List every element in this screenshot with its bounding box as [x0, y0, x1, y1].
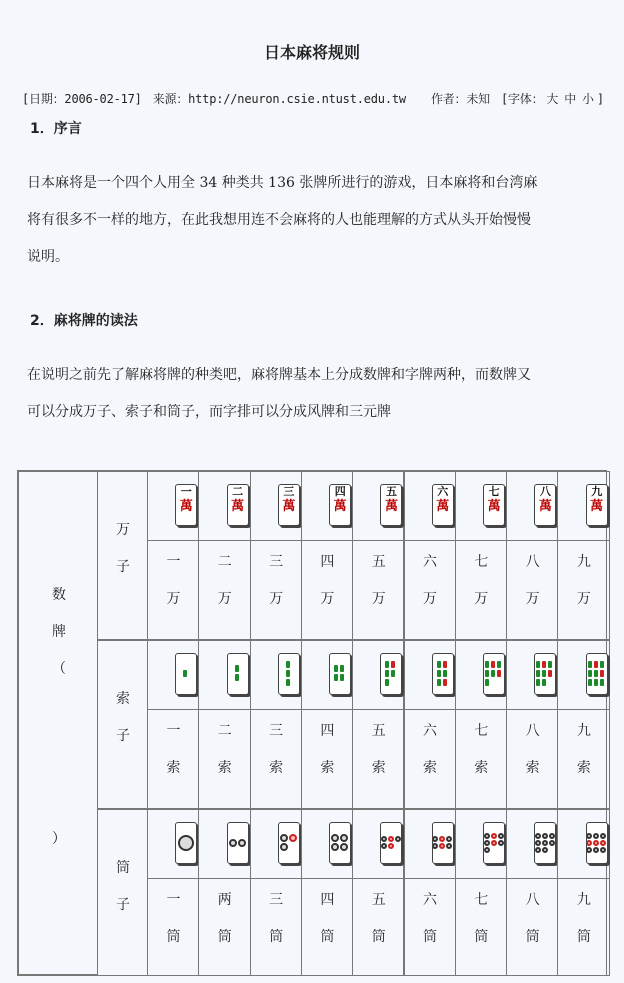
tile-table — [17, 470, 607, 976]
reading-cell — [557, 878, 609, 976]
section1-line: 日本麻将是一个四个人用全 34 种类共 136 张牌所进行的游戏，日本麻将和台湾麻 — [27, 175, 538, 191]
reading-cell — [352, 540, 404, 640]
pin-tile — [380, 822, 402, 864]
tile-reading: 七 万 — [474, 554, 489, 607]
sou-tile — [483, 653, 505, 695]
category-close-paren: ） — [52, 831, 66, 847]
meta-source: 来源：http://neuron.csie.ntust.edu.tw — [152, 92, 406, 106]
tile-cell — [506, 640, 558, 710]
pin-tile — [483, 822, 505, 864]
reading-cell — [352, 709, 404, 809]
tile-cell — [506, 809, 558, 879]
reading-cell — [352, 878, 404, 976]
tile-cell — [301, 809, 353, 879]
tile-reading: 一 万 — [166, 554, 181, 607]
reading-cell — [506, 709, 558, 809]
man-tile: 五 萬 — [380, 484, 402, 526]
man-tile: 六 萬 — [432, 484, 454, 526]
reading-cell — [147, 540, 199, 640]
reading-cell — [250, 709, 302, 809]
font-size-close: ] — [596, 92, 604, 106]
section1-line: 说明。 — [27, 249, 69, 265]
suit-name: 万 子 — [116, 522, 130, 575]
reading-cell — [455, 540, 507, 640]
tile-cell — [506, 471, 558, 541]
reading-cell — [250, 540, 302, 640]
tile-reading: 三 索 — [269, 723, 284, 776]
section2-line: 可以分成万子、索子和筒子，而字排可以分成风牌和三元牌 — [27, 404, 391, 420]
meta-author: 作者：未知 — [430, 92, 490, 106]
tile-reading: 八 筒 — [525, 892, 540, 945]
reading-cell — [301, 878, 353, 976]
tile-cell — [557, 809, 609, 879]
man-tile: 三 萬 — [278, 484, 300, 526]
tile-reading: 八 索 — [525, 723, 540, 776]
tile-cell — [404, 471, 456, 541]
reading-cell — [147, 878, 199, 976]
suit-name-cell — [97, 640, 148, 809]
sou-tile — [586, 653, 608, 695]
tile-cell — [250, 471, 302, 541]
man-tile: 二 萬 — [227, 484, 249, 526]
reading-cell — [455, 878, 507, 976]
tile-reading: 四 索 — [320, 723, 335, 776]
section1-heading: 1．序言 — [30, 121, 82, 137]
tile-reading: 二 索 — [217, 723, 232, 776]
man-tile: 八 萬 — [534, 484, 556, 526]
tile-reading: 两 筒 — [217, 892, 232, 945]
reading-cell — [198, 878, 250, 976]
tile-cell — [455, 809, 507, 879]
pin-tile — [227, 822, 249, 864]
font-size-large[interactable]: 大 — [546, 92, 559, 106]
tile-reading: 七 索 — [474, 723, 489, 776]
tile-reading: 七 筒 — [474, 892, 489, 945]
sou-tile — [175, 653, 197, 695]
tile-cell — [352, 809, 404, 879]
reading-cell — [147, 709, 199, 809]
reading-cell — [506, 540, 558, 640]
section2-paragraph — [27, 357, 602, 431]
tile-cell — [147, 809, 199, 879]
tile-cell — [147, 471, 199, 541]
sou-tile — [534, 653, 556, 695]
suit-name: 筒 子 — [116, 860, 130, 913]
tile-cell — [301, 640, 353, 710]
page-title: 日本麻将规则 — [263, 43, 360, 62]
tile-cell — [198, 640, 250, 710]
tile-cell — [557, 471, 609, 541]
reading-cell — [198, 709, 250, 809]
pin-tile — [175, 822, 197, 864]
man-tile: 九 萬 — [586, 484, 608, 526]
tile-reading: 四 万 — [320, 554, 335, 607]
tile-reading: 八 万 — [525, 554, 540, 607]
reading-cell — [557, 540, 609, 640]
tile-reading: 五 索 — [371, 723, 386, 776]
reading-cell — [404, 878, 456, 976]
reading-cell — [404, 540, 456, 640]
suit-name-cell — [97, 471, 148, 640]
tile-reading: 九 索 — [576, 723, 591, 776]
sou-tile — [227, 653, 249, 695]
reading-cell — [198, 540, 250, 640]
pin-tile — [278, 822, 300, 864]
reading-cell — [404, 709, 456, 809]
reading-cell — [250, 878, 302, 976]
man-tile: 七 萬 — [483, 484, 505, 526]
section1-line: 将有很多不一样的地方，在此我想用连不会麻将的人也能理解的方式从头开始慢慢 — [27, 212, 531, 228]
reading-cell — [557, 709, 609, 809]
tile-reading: 三 筒 — [269, 892, 284, 945]
tile-cell — [352, 640, 404, 710]
tile-cell — [455, 471, 507, 541]
font-size-small[interactable]: 小 — [582, 92, 594, 106]
font-size-medium[interactable]: 中 — [564, 92, 577, 106]
tile-cell — [404, 809, 456, 879]
tile-cell — [301, 471, 353, 541]
section2-line: 在说明之前先了解麻将牌的种类吧，麻将牌基本上分成数牌和字牌两种，而数牌又 — [27, 367, 531, 383]
sou-tile — [380, 653, 402, 695]
reading-cell — [301, 709, 353, 809]
sou-tile — [278, 653, 300, 695]
pin-tile — [534, 822, 556, 864]
tile-reading: 六 筒 — [423, 892, 437, 945]
sou-tile — [432, 653, 454, 695]
tile-reading: 九 筒 — [576, 892, 591, 945]
tile-reading: 五 筒 — [371, 892, 386, 945]
suit-name-cell — [97, 809, 148, 976]
tile-cell — [557, 640, 609, 710]
tile-reading: 四 筒 — [320, 892, 335, 945]
tile-cell — [147, 640, 199, 710]
section1-paragraph — [27, 165, 602, 276]
tile-cell — [404, 640, 456, 710]
suit-name: 索 子 — [116, 691, 130, 744]
pin-tile — [329, 822, 351, 864]
tile-reading: 五 万 — [371, 554, 386, 607]
tile-reading: 一 索 — [166, 723, 181, 776]
man-tile: 四 萬 — [329, 484, 351, 526]
tile-cell — [352, 471, 404, 541]
tile-cell — [250, 809, 302, 879]
pin-tile — [432, 822, 454, 864]
tile-reading: 一 筒 — [166, 892, 181, 945]
tile-cell — [198, 471, 250, 541]
category-cell — [18, 471, 98, 975]
man-tile: 一 萬 — [175, 484, 197, 526]
font-size-label: [字体： — [500, 92, 544, 106]
reading-cell — [455, 709, 507, 809]
tile-cell — [250, 640, 302, 710]
tile-cell — [455, 640, 507, 710]
section2-heading: 2．麻将牌的读法 — [30, 313, 138, 329]
article-meta — [22, 90, 622, 107]
tile-cell — [198, 809, 250, 879]
category-label: 数 牌 （ — [52, 587, 66, 677]
sou-tile — [329, 653, 351, 695]
meta-date: [日期：2006-02-17] — [22, 92, 142, 106]
reading-cell — [301, 540, 353, 640]
tile-reading: 六 万 — [423, 554, 437, 607]
pin-tile — [586, 822, 608, 864]
tile-reading: 九 万 — [576, 554, 591, 607]
reading-cell — [506, 878, 558, 976]
tile-reading: 三 万 — [269, 554, 284, 607]
tile-reading: 六 索 — [423, 723, 437, 776]
tile-reading: 二 万 — [217, 554, 232, 607]
